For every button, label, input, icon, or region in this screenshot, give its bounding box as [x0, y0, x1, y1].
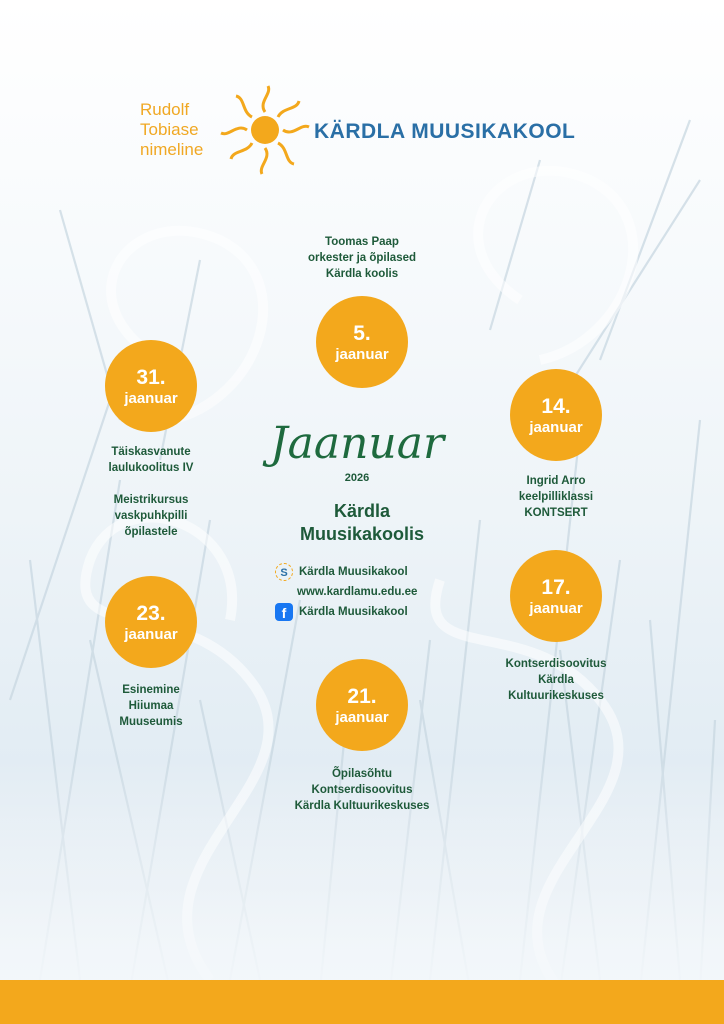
event-17-description — [466, 656, 646, 704]
date-day: 23. — [136, 601, 166, 625]
bottom-accent-bar — [0, 980, 724, 1024]
date-month: jaanuar — [335, 345, 389, 363]
website-link[interactable] — [275, 582, 455, 602]
place-title — [262, 500, 462, 546]
event-line: Kultuurikeskuses — [508, 690, 604, 702]
facebook-contact[interactable] — [275, 602, 455, 622]
contacts-block — [275, 562, 455, 622]
event-31-date-badge — [105, 340, 197, 432]
event-line: Kontserdisoovitus — [311, 784, 413, 796]
date-month: jaanuar — [124, 625, 178, 643]
event-line: orkester ja õpilased — [307, 252, 417, 264]
event-31-description — [61, 444, 241, 540]
logo-subtitle — [140, 100, 203, 160]
date-month: jaanuar — [529, 599, 583, 617]
event-21-date-badge — [316, 659, 408, 751]
event-line: Muuseumis — [119, 716, 183, 728]
skype-contact[interactable] — [275, 562, 455, 582]
logo-line-1: Rudolf — [140, 100, 190, 119]
event-line: Kärdla koolis — [325, 268, 399, 280]
event-5-date-badge — [316, 296, 408, 388]
month-title: Jaanuar — [269, 418, 445, 469]
event-line: Toomas Paap — [325, 236, 399, 248]
place-line-2: Muusikakoolis — [299, 524, 425, 544]
event-line: KONTSERT — [524, 507, 588, 519]
event-23-description — [61, 682, 241, 730]
website-link-text: www.kardlamu.edu.ee — [297, 586, 418, 598]
facebook-contact-text: Kärdla Muusikakool — [299, 606, 408, 618]
place-line-1: Kärdla — [333, 501, 391, 521]
event-line: Õpilasõhtu — [331, 768, 393, 780]
event-spacer — [61, 476, 241, 492]
event-14-description — [466, 473, 646, 521]
date-month: jaanuar — [335, 708, 389, 726]
event-5-description — [272, 234, 452, 282]
event-line: Hiiumaa — [128, 700, 174, 712]
date-day: 5. — [353, 321, 371, 345]
school-name: KÄRDLA MUUSIKAKOOL — [314, 120, 576, 143]
date-day: 17. — [541, 575, 571, 599]
date-month: jaanuar — [124, 389, 178, 407]
event-line: õpilastele — [124, 526, 178, 538]
logo-line-2: Tobiase — [140, 120, 199, 139]
event-line: keelpilliklassi — [518, 491, 594, 503]
date-day: 14. — [541, 394, 571, 418]
event-21-description — [272, 766, 452, 814]
event-line: Kärdla — [538, 674, 574, 686]
event-line: Kärdla Kultuurikeskuses — [294, 800, 430, 812]
event-14-date-badge — [510, 369, 602, 461]
event-line: laulukoolitus IV — [108, 462, 194, 474]
event-23-date-badge — [105, 576, 197, 668]
event-line: Meistrikursus — [113, 494, 189, 506]
event-line: Täiskasvanute — [111, 446, 191, 458]
event-17-date-badge — [510, 550, 602, 642]
date-month: jaanuar — [529, 418, 583, 436]
event-line: Ingrid Arro — [526, 475, 586, 487]
event-line: Kontserdisoovitus — [505, 658, 607, 670]
sun-logo-icon — [220, 82, 310, 178]
date-day: 21. — [347, 684, 377, 708]
facebook-icon: f — [275, 603, 293, 621]
year-label: 2026 — [344, 472, 370, 484]
event-line: vaskpuhkpilli — [114, 510, 188, 522]
skype-contact-text: Kärdla Muusikakool — [299, 566, 408, 578]
date-day: 31. — [136, 365, 166, 389]
event-line: Esinemine — [122, 684, 180, 696]
skype-icon: S — [275, 563, 293, 581]
logo-line-3: nimeline — [140, 140, 204, 159]
